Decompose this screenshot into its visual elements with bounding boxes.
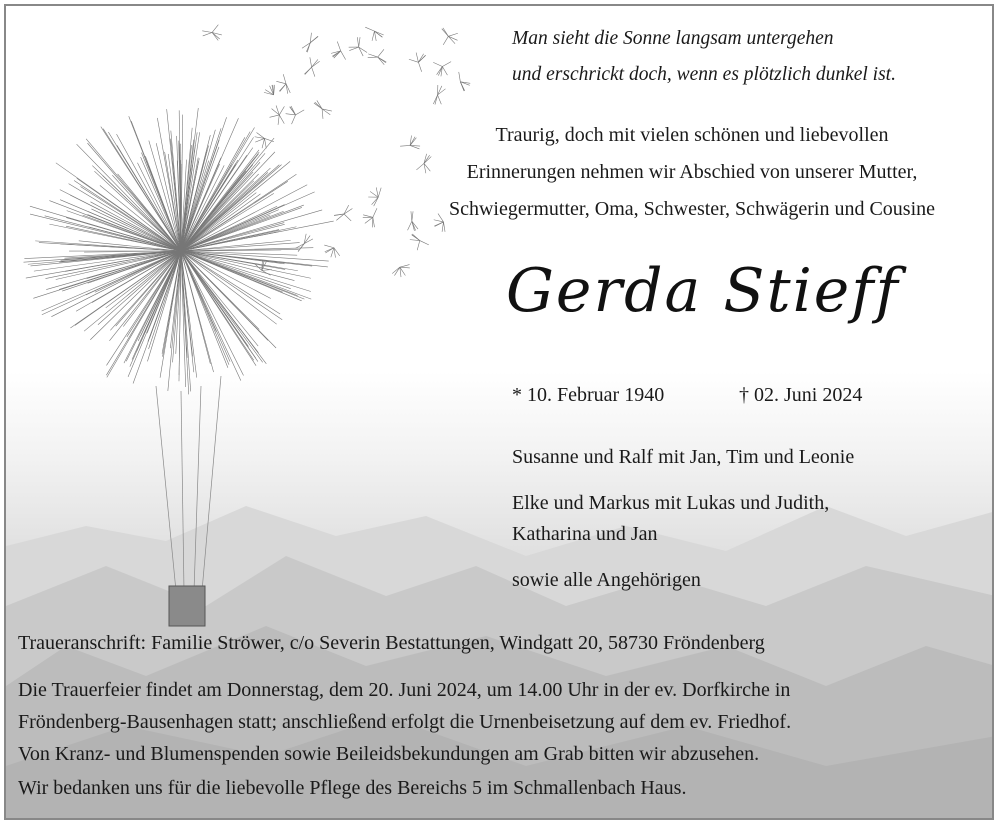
intro-line-2: Erinnerungen nehmen wir Abschied von unserer Mutter,	[466, 161, 918, 183]
details-line-2: Fröndenberg-Bausenhagen statt; anschließend erfolgt die Urnenbeisetzung auf dem ev. Friedhof.	[18, 711, 792, 733]
family-line-1: Susanne und Ralf mit Jan, Tim und Leonie	[512, 446, 855, 468]
mourning-address: Traueranschrift: Familie Ströwer, c/o Severin Bestattungen, Windgatt 20, 58730 Fröndenberg	[18, 632, 765, 654]
family-line-4: sowie alle Angehörigen	[512, 569, 701, 591]
details-line-1: Die Trauerfeier findet am Donnerstag, dem 20. Juni 2024, um 14.00 Uhr in der ev. Dorfkirche in	[18, 679, 791, 701]
family-line-3: Katharina und Jan	[512, 523, 658, 545]
family-line-2: Elke und Markus mit Lukas und Judith,	[512, 492, 830, 514]
intro-line-3: Schwiegermutter, Oma, Schwester, Schwägerin und Cousine	[448, 198, 936, 220]
deceased-name: Gerda Stieff	[506, 256, 900, 326]
basket-icon	[169, 586, 205, 626]
death-date: † 02. Juni 2024	[739, 384, 863, 406]
obituary-notice	[4, 4, 994, 820]
quote-line-2: und erschrickt doch, wenn es plötzlich dunkel ist.	[512, 64, 896, 85]
birth-date: * 10. Februar 1940	[512, 384, 665, 406]
details-line-4: Wir bedanken uns für die liebevolle Pflege des Bereichs 5 im Schmallenbach Haus.	[18, 777, 687, 799]
mountains	[6, 506, 994, 820]
intro-line-1: Traurig, doch mit vielen schönen und liebevollen	[495, 124, 889, 146]
quote-line-1: Man sieht die Sonne langsam untergehen	[512, 28, 834, 49]
details-line-3: Von Kranz- und Blumenspenden sowie Beileidsbekundungen am Grab bitten wir abzusehen.	[18, 743, 760, 765]
